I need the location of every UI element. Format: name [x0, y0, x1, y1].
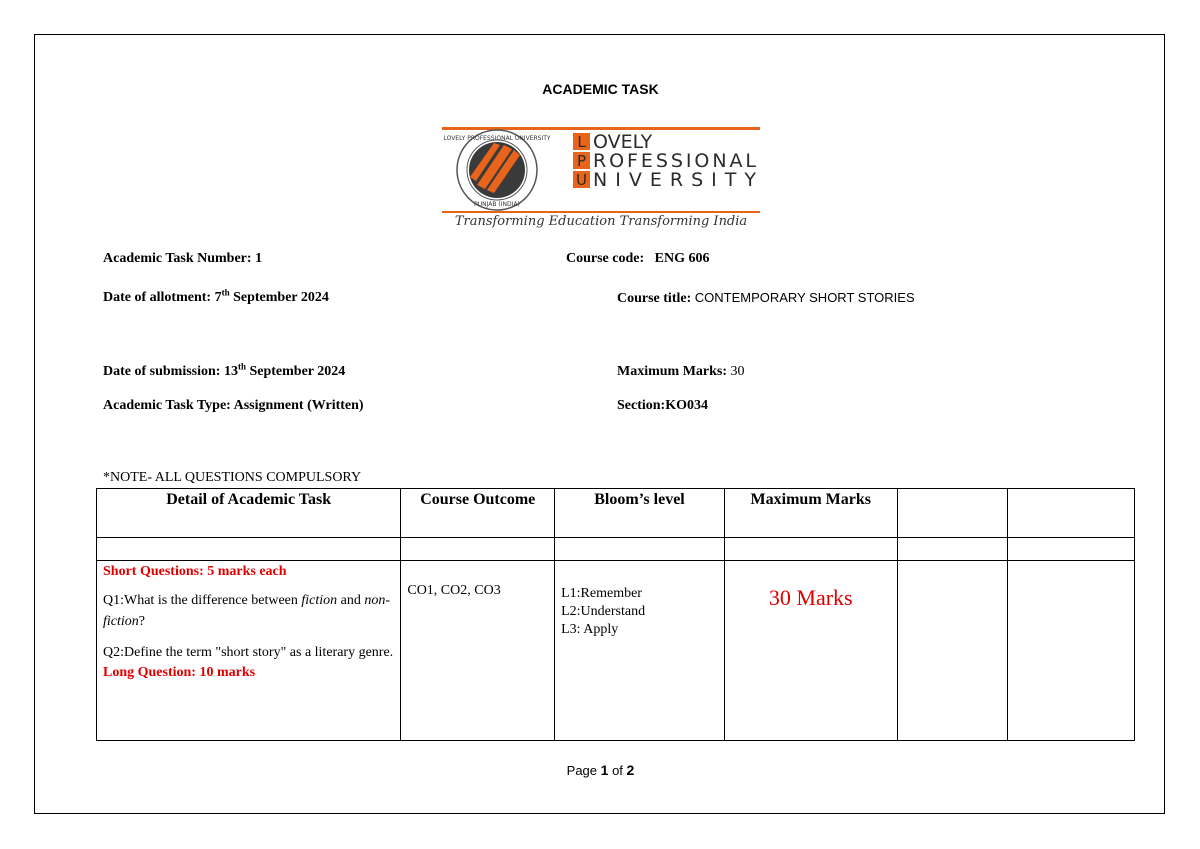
course-title-label: Course title: [617, 291, 692, 306]
question-1: Q1:What is the difference between fiction and non-fiction? [103, 593, 391, 629]
maximum-marks-value: 30 [730, 364, 745, 379]
svg-text:L: L [577, 133, 586, 151]
svg-text:LOVELY PROFESSIONAL UNIVERSITY: LOVELY PROFESSIONAL UNIVERSITY [443, 135, 551, 142]
task-number-label: Academic Task Number: [103, 251, 252, 266]
marks-cell [724, 561, 897, 741]
course-title [617, 290, 915, 307]
table-header-row [97, 489, 1135, 538]
svg-text:U: U [576, 171, 587, 189]
task-type: Academic Task Type: Assignment (Written) [103, 398, 364, 413]
table-spacer-row [97, 538, 1135, 561]
bloom-level-3: L3: Apply [561, 622, 619, 637]
logo-top-bar [442, 127, 760, 130]
section: Section:KO034 [617, 398, 708, 413]
bloom-level-1: L1:Remember [561, 586, 642, 601]
course-code-label: Course code: [566, 251, 645, 266]
svg-text:P: P [576, 152, 587, 170]
header-course-outcome: Course Outcome [401, 489, 555, 538]
short-questions-heading: Short Questions: 5 marks each [103, 564, 287, 579]
allotment-date: Date of allotment: 7th September 2024 [103, 287, 329, 305]
course-code-value: ENG 606 [654, 251, 710, 266]
marks-value: 30 Marks [768, 585, 853, 610]
submission-date: Date of submission: 13th September 2024 [103, 361, 346, 379]
course-outcome-cell: CO1, CO2, CO3 [401, 561, 555, 741]
page-footer: Page 1 of 2 [566, 762, 635, 778]
svg-text:NIVERSITY: NIVERSITY [593, 169, 756, 191]
seal-icon [443, 130, 550, 210]
task-detail-cell [97, 561, 401, 741]
logo-tagline: Transforming Education Transforming India [454, 214, 748, 229]
long-question-heading: Long Question: 10 marks [103, 665, 256, 680]
logo-bottom-bar [442, 211, 760, 213]
document-page [34, 34, 1165, 814]
task-number [103, 251, 262, 267]
note: *NOTE- ALL QUESTIONS COMPULSORY [103, 470, 362, 485]
bloom-level-2: L2:Understand [561, 604, 646, 619]
header-blooms-level: Bloom’s level [555, 489, 725, 538]
svg-text:PUNJAB (INDIA): PUNJAB (INDIA) [474, 201, 520, 208]
logo-wordmark [573, 131, 756, 191]
header-empty-1 [897, 489, 1008, 538]
header-detail: Detail of Academic Task [97, 489, 401, 538]
task-number-value: 1 [255, 251, 263, 266]
course-code [566, 251, 710, 267]
task-table [96, 488, 1135, 741]
svg-text:ROFESSIONAL: ROFESSIONAL [593, 150, 756, 172]
maximum-marks [617, 364, 745, 380]
blooms-level-cell [555, 561, 725, 741]
header-empty-2 [1008, 489, 1135, 538]
university-logo [442, 127, 760, 230]
course-title-value: CONTEMPORARY SHORT STORIES [694, 290, 915, 305]
header-maximum-marks: Maximum Marks [724, 489, 897, 538]
maximum-marks-label: Maximum Marks: [617, 364, 728, 379]
question-2: Q2:Define the term "short story" as a literary genre. [103, 645, 394, 660]
table-row [97, 561, 1135, 741]
svg-text:OVELY: OVELY [593, 131, 653, 153]
page-title: ACADEMIC TASK [542, 81, 659, 97]
